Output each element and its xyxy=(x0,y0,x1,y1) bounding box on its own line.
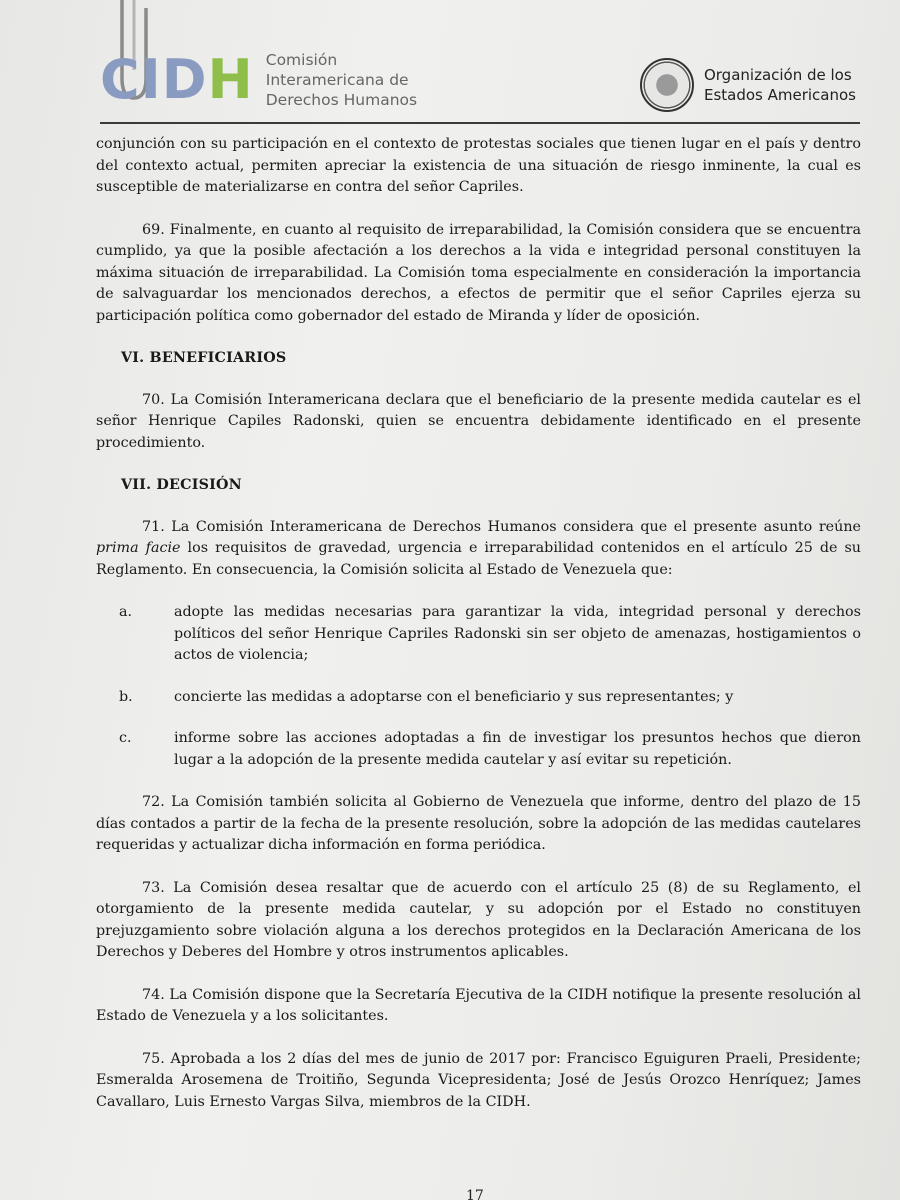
list-item: b. concierte las medidas a adoptarse con el beneficiario y sus representantes; y xyxy=(119,688,734,705)
header-divider xyxy=(100,122,860,124)
list-item: a. adopte las medidas necesarias para garantizar la vida, integridad personal y derechos políticos del señor Henrique Capriles Radonski sin ser objeto de amenazas, hostigamientos o actos de violencia; xyxy=(119,604,861,663)
paragraph-75: 75. Aprobada a los 2 días del mes de junio de 2017 por: Francisco Eguiguren Praeli, Presidente; Esmeralda Arosemena de Troitiño, Segunda Vicepresidenta; José de Jesús Orozco Henríquez; James Cavallaro, Luis Ernesto Vargas Silva, miembros de la CIDH. xyxy=(96,1050,861,1110)
paragraph-69: 69. Finalmente, en cuanto al requisito de irreparabilidad, la Comisión considera que se encuentra cumplido, ya que la posible afectación a los derechos a la vida e integridad personal constituyen la máxima situación de irreparabilidad. La Comisión toma especialmente en consideración la importancia de salvaguardar los mencionados derechos, a efectos de permitir que el señor Capriles ejerza su participación política como gobernador del estado de Miranda y líder de oposición. xyxy=(96,221,861,324)
cidh-logo: CIDH xyxy=(100,48,254,111)
oas-header xyxy=(640,58,856,112)
oas-name: Organización de los Estados Americanos xyxy=(703,66,856,104)
decision-list xyxy=(96,602,861,771)
page-number: 17 xyxy=(466,1188,484,1200)
oas-seal-icon xyxy=(640,58,694,112)
paragraph-74: 74. La Comisión dispone que la Secretaría Ejecutiva de la CIDH notifique la presente resolución al Estado de Venezuela y a los solicitantes. xyxy=(96,986,861,1024)
paragraph-70: 70. La Comisión Interamericana declara que el beneficiario de la presente medida cautelar es el señor Henrique Capiles Radonski, quien se encuentra debidamente identificado en el presente procedimiento. xyxy=(96,391,861,451)
paragraph-72: 72. La Comisión también solicita al Gobierno de Venezuela que informe, dentro del plazo de 15 días contados a partir de la fecha de la presente resolución, sobre la adopción de las medidas cautelares requeridas y actualizar dicha información en forma periódica. xyxy=(96,794,861,853)
section-heading-decision: VII. DECISIÓN xyxy=(121,477,242,493)
commission-name: Comisión Interamericana de Derechos Humanos xyxy=(265,51,418,109)
paragraph-73: 73. La Comisión desea resaltar que de acuerdo con el artículo 25 (8) de su Reglamento, el otorgamiento de la presente medida cautelar, y su adopción por el Estado no constituyen prejuzgamiento sobre violación alguna a los derechos protegidos en la Declaración Americana de los Derechos y Deberes del Hombre y otros instrumentos aplicables. xyxy=(96,879,861,960)
paragraph-68-continuation: conjunción con su participación en el contexto de protestas sociales que tienen lugar en el país y dentro del contexto actual, permiten apreciar la existencia de una situación de riesgo inminente, la cual es susceptible de materializarse en contra del señor Capriles. xyxy=(96,136,861,195)
cidh-header xyxy=(100,50,417,110)
paragraph-71: 71. La Comisión Interamericana de Derechos Humanos considera que el presente asunto reúne prima facie los requisitos de gravedad, urgencia e irreparabilidad contenidos en el artículo 25 de su Reglamento. En consecuencia, la Comisión solicita al Estado de Venezuela que: xyxy=(96,518,861,578)
document-body xyxy=(96,134,861,1134)
list-item: c. informe sobre las acciones adoptadas a fin de investigar los presuntos hechos que dieron lugar a la adopción de la presente medida cautelar y así evitar su repetición. xyxy=(119,730,861,768)
section-heading-beneficiarios: VI. BENEFICIARIOS xyxy=(121,350,287,366)
